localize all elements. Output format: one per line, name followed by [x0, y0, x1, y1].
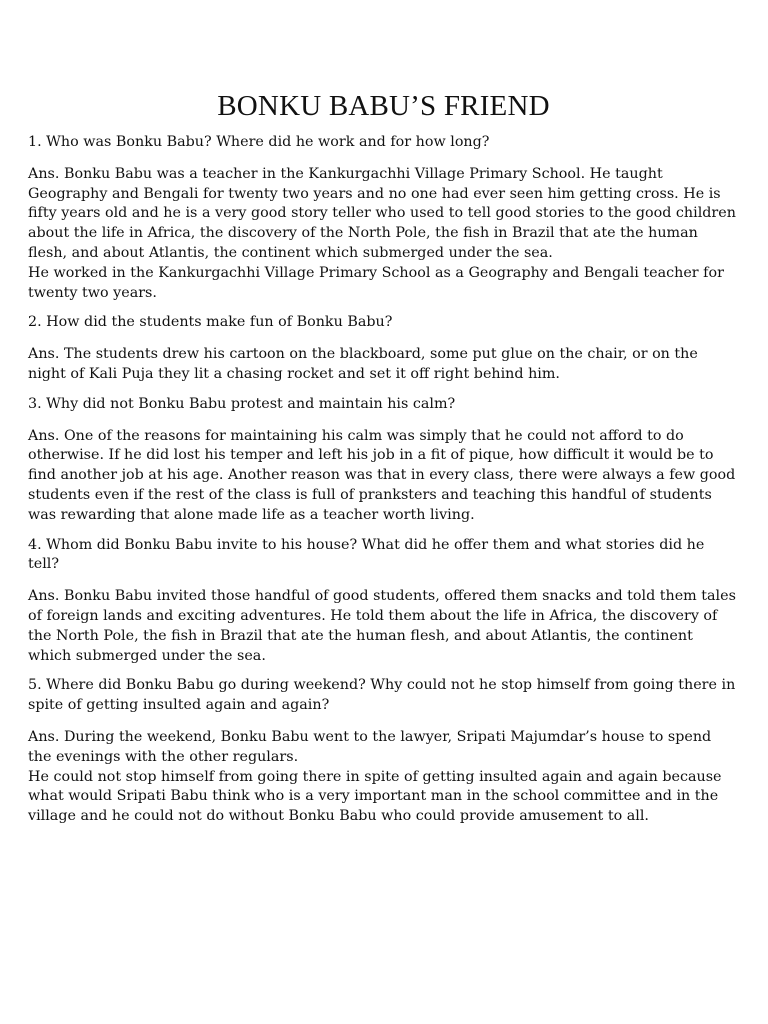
- answer-4-paragraph-1: Ans. Bonku Babu invited those handful of good students, offered them snacks and told them tales of foreign lands and exciting adventures. He told them about the life in Africa, the discovery of the North Pole, the fish in Brazil that ate the human flesh, and about Atlantis, the continent which submerged under the sea.: [28, 588, 736, 664]
- qa-item-4: [28, 536, 739, 667]
- answer-2-paragraph-1: Ans. The students drew his cartoon on the blackboard, some put glue on the chair, or on the night of Kali Puja they lit a chasing rocket and set it off right behind him.: [28, 346, 698, 382]
- answer-1-paragraph-1: Ans. Bonku Babu was a teacher in the Kankurgachhi Village Primary School. He taught Geography and Bengali for twenty two years and no one had ever seen him getting cross. He is fifty years old and he is a very good story teller who used to tell good stories to the good children about the life in Africa, the discovery of the North Pole, the fish in Brazil that ate the human flesh, and about Atlantis, the continent which submerged under the sea.: [28, 165, 736, 261]
- qa-item-2: [28, 313, 739, 384]
- answer-5-paragraph-1: Ans. During the weekend, Bonku Babu went to the lawyer, Sripati Majumdar’s house to spend the evenings with the other regulars.: [28, 728, 712, 765]
- page-title: BONKU BABU’S FRIEND: [217, 90, 550, 122]
- question-4: 4. Whom did Bonku Babu invite to his house? What did he offer them and what stories did he tell?: [28, 536, 705, 573]
- question-3: 3. Why did not Bonku Babu protest and maintain his calm?: [28, 395, 456, 412]
- answer-3: [28, 427, 739, 526]
- answer-2: [28, 345, 739, 385]
- qa-item-5: [28, 676, 739, 827]
- answer-3-paragraph-1: Ans. One of the reasons for maintaining his calm was simply that he could not afford to do otherwise. If he did lost his temper and left his job in a fit of pique, how difficult it would be to find another job at his age. Another reason was that in every class, there were always a few good students even if the rest of the class is full of pranksters and teaching this handful of students was rewarding that alone made life as a teacher worth living.: [28, 427, 736, 523]
- answer-5: [28, 728, 739, 827]
- question-1: 1. Who was Bonku Babu? Where did he work and for how long?: [28, 134, 490, 150]
- qa-item-1: [28, 133, 739, 303]
- answer-4: [28, 587, 739, 666]
- answer-5-paragraph-2: He could not stop himself from going there in spite of getting insulted again and again because what would Sripati Babu think who is a very important man in the school committee and in the village and he could not do without Bonku Babu who could provide amusement to all.: [28, 768, 722, 825]
- question-5: 5. Where did Bonku Babu go during weekend? Why could not he stop himself from going there in spite of getting insulted again and again?: [28, 677, 736, 714]
- answer-1-paragraph-2: He worked in the Kankurgachhi Village Primary School as a Geography and Bengali teacher for twenty two years.: [28, 264, 724, 301]
- qa-item-3: [28, 395, 739, 526]
- answer-1: [28, 165, 739, 304]
- question-2: 2. How did the students make fun of Bonku Babu?: [28, 314, 393, 331]
